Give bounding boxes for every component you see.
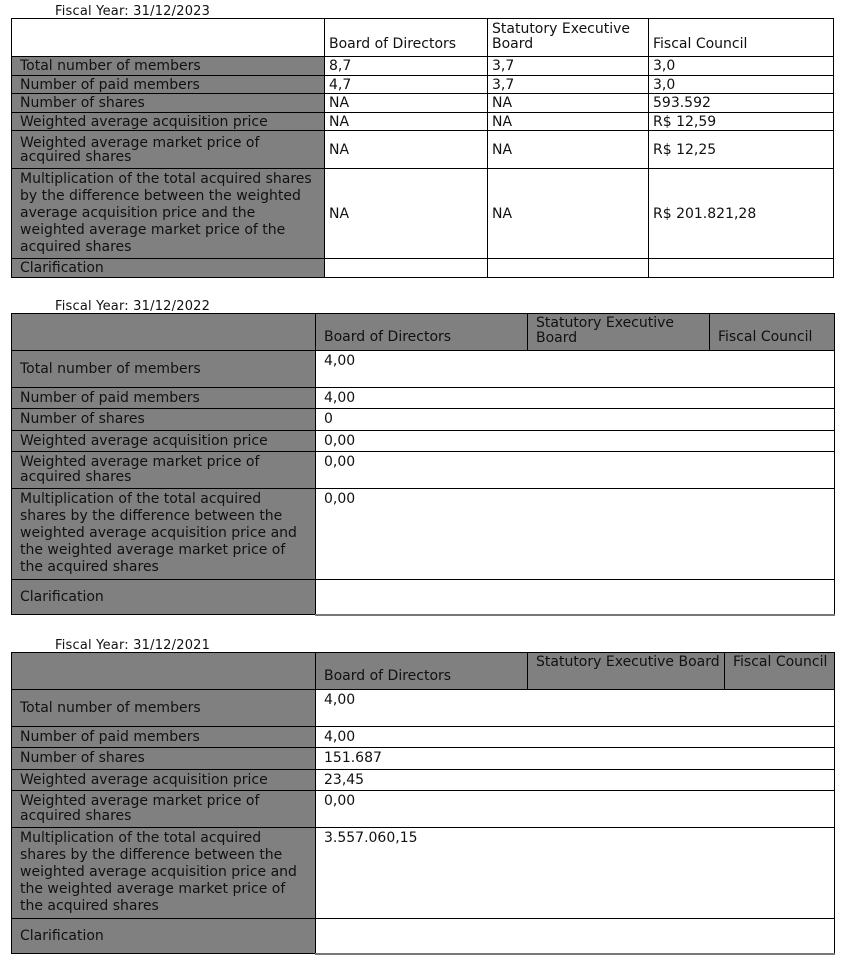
row-label: Number of paid members xyxy=(12,727,316,748)
cell-value: 4,00 xyxy=(316,727,835,748)
row-label: Weighted average market price of acquired shares xyxy=(12,131,325,169)
header-fiscal-council: Fiscal Council xyxy=(725,653,835,690)
shares-table-2021 xyxy=(11,652,835,955)
cell-value xyxy=(488,259,649,278)
cell-value xyxy=(325,259,488,278)
cell-value: 4,7 xyxy=(325,76,488,94)
row-label: Weighted average acquisition price xyxy=(12,431,316,452)
cell-value: 0,00 xyxy=(316,791,835,828)
row-label: Multiplication of the total acquired shares by the difference between the weighted average acquisition price and the weighted average market price of the acquired shares xyxy=(12,828,316,919)
row-label: Clarification xyxy=(12,259,325,278)
header-board-of-directors: Board of Directors xyxy=(316,314,528,351)
cell-value: 0 xyxy=(316,409,835,431)
fiscal-year-2022-section xyxy=(0,300,844,618)
shares-table-2023 xyxy=(11,18,834,278)
cell-value: 593.592 xyxy=(649,94,834,113)
row-label: Number of shares xyxy=(12,409,316,431)
table-header-row xyxy=(12,653,835,690)
row-label: Total number of members xyxy=(12,57,325,76)
row-label: Multiplication of the total acquired shares by the difference between the weighted average acquisition price and the weighted average market price of the acquired shares xyxy=(12,169,325,259)
table-row xyxy=(12,409,835,431)
header-statutory-executive-board: Statutory Executive Board xyxy=(488,19,649,57)
row-label: Number of paid members xyxy=(12,388,316,409)
cell-value: NA xyxy=(488,94,649,113)
cell-value: 4,00 xyxy=(316,351,835,388)
cell-value: R$ 12,25 xyxy=(649,131,834,169)
cell-value: 3,7 xyxy=(488,76,649,94)
table-row xyxy=(12,828,835,919)
header-fiscal-council: Fiscal Council xyxy=(649,19,834,57)
cell-value: 4,00 xyxy=(316,388,835,409)
cell-value: 3,0 xyxy=(649,57,834,76)
cell-value: NA xyxy=(325,113,488,131)
row-label: Multiplication of the total acquired shares by the difference between the weighted average acquisition price and the weighted average market price of the acquired shares xyxy=(12,489,316,580)
cell-value xyxy=(316,580,835,615)
table-row xyxy=(12,57,834,76)
cell-value: 151.687 xyxy=(316,748,835,770)
table-row xyxy=(12,770,835,791)
table-row xyxy=(12,388,835,409)
header-statutory-executive-board: Statutory Executive Board xyxy=(528,314,710,351)
table-row xyxy=(12,76,834,94)
row-label: Clarification xyxy=(12,919,316,954)
header-statutory-executive-board: Statutory Executive Board xyxy=(528,653,725,690)
fiscal-year-2021-section xyxy=(0,639,844,959)
table-row xyxy=(12,431,835,452)
table-row xyxy=(12,727,835,748)
row-label: Weighted average market price of acquired shares xyxy=(12,791,316,828)
row-label: Number of shares xyxy=(12,94,325,113)
row-label: Total number of members xyxy=(12,351,316,388)
table-row xyxy=(12,113,834,131)
table-header-row xyxy=(12,314,835,351)
cell-value: 3.557.060,15 xyxy=(316,828,835,919)
table-row xyxy=(12,580,835,615)
cell-value: NA xyxy=(488,131,649,169)
table-row xyxy=(12,351,835,388)
cell-value: 3,7 xyxy=(488,57,649,76)
fiscal-year-title: Fiscal Year: 31/12/2022 xyxy=(55,299,211,314)
table-row xyxy=(12,131,834,169)
table-row xyxy=(12,791,835,828)
header-corner xyxy=(12,314,316,351)
table-row xyxy=(12,452,835,489)
table-row xyxy=(12,489,835,580)
cell-value: NA xyxy=(488,169,649,259)
cell-value: NA xyxy=(325,131,488,169)
row-label: Total number of members xyxy=(12,690,316,727)
shares-table-2022 xyxy=(11,313,835,616)
row-label: Weighted average acquisition price xyxy=(12,770,316,791)
cell-value: NA xyxy=(325,169,488,259)
table-row xyxy=(12,919,835,954)
cell-value: 3,0 xyxy=(649,76,834,94)
row-label: Weighted average acquisition price xyxy=(12,113,325,131)
fiscal-year-title: Fiscal Year: 31/12/2023 xyxy=(55,4,211,19)
cell-value: 0,00 xyxy=(316,452,835,489)
cell-value: NA xyxy=(325,94,488,113)
row-label: Number of shares xyxy=(12,748,316,770)
cell-value: 23,45 xyxy=(316,770,835,791)
cell-value: 4,00 xyxy=(316,690,835,727)
cell-value: 0,00 xyxy=(316,489,835,580)
header-corner xyxy=(12,19,325,57)
table-row xyxy=(12,169,834,259)
table-row xyxy=(12,748,835,770)
cell-value: 0,00 xyxy=(316,431,835,452)
cell-value xyxy=(649,259,834,278)
table-row xyxy=(12,690,835,727)
cell-value xyxy=(316,919,835,954)
cell-value: NA xyxy=(488,113,649,131)
fiscal-year-title: Fiscal Year: 31/12/2021 xyxy=(55,638,211,653)
row-label: Clarification xyxy=(12,580,316,615)
header-fiscal-council: Fiscal Council xyxy=(710,314,835,351)
fiscal-year-2023-section xyxy=(0,0,844,280)
header-board-of-directors: Board of Directors xyxy=(316,653,528,690)
cell-value: R$ 201.821,28 xyxy=(649,169,834,259)
table-row xyxy=(12,94,834,113)
table-row xyxy=(12,259,834,278)
header-board-of-directors: Board of Directors xyxy=(325,19,488,57)
cell-value: R$ 12,59 xyxy=(649,113,834,131)
cell-value: 8,7 xyxy=(325,57,488,76)
row-label: Number of paid members xyxy=(12,76,325,94)
row-label: Weighted average market price of acquired shares xyxy=(12,452,316,489)
header-corner xyxy=(12,653,316,690)
table-header-row xyxy=(12,19,834,57)
